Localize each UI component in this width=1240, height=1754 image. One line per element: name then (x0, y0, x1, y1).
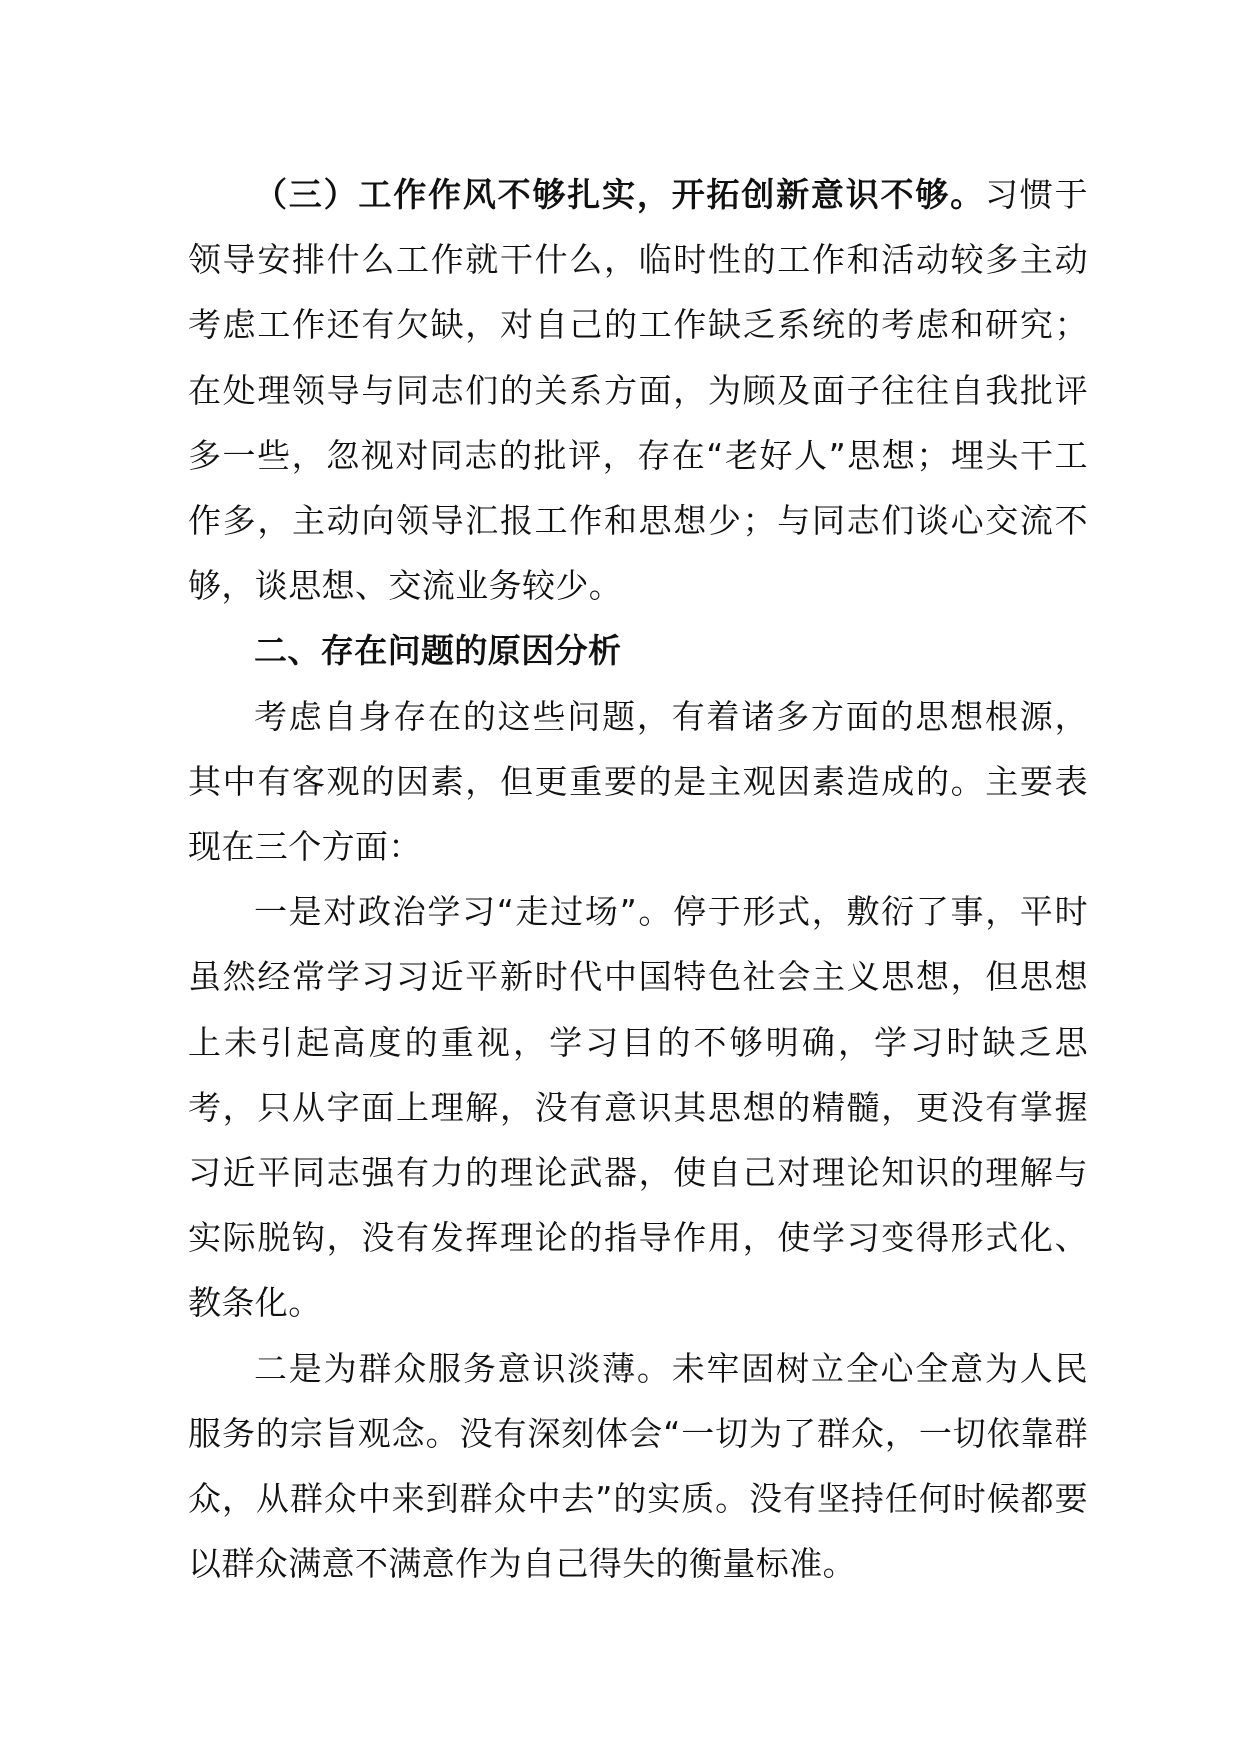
document-body (188, 162, 1088, 1596)
paragraph-reason-2: 二是为群众服务意识淡薄。未牢固树立全心全意为人民服务的宗旨观念。没有深刻体会“一切为了群众，一切依靠群众，从群众中来到群众中去”的实质。没有坚持任何时候都要以群众满意不满意作为自己得失的衡量标准。 (188, 1348, 1088, 1584)
paragraph-work-style (188, 162, 1088, 618)
subheading-work-style: （三）工作作风不够扎实，开拓创新意识不够。 (254, 175, 985, 214)
paragraph-work-style-body: 习惯于领导安排什么工作就干什么，临时性的工作和活动较多主动考虑工作还有欠缺，对自己的工作缺乏系统的考虑和研究；在处理领导与同志们的关系方面，为顾及面子往往自我批评多一些，忽视对同志的批评，存在“老好人”思想；埋头干工作多，主动向领导汇报工作和思想少；与同志们谈心交流不够，谈思想、交流业务较少。 (188, 175, 1089, 606)
section-heading-cause-analysis: 二、存在问题的原因分析 (254, 631, 622, 671)
paragraph-intro: 考虑自身存在的这些问题，有着诸多方面的思想根源，其中有客观的因素，但更重要的是主观因素造成的。主要表现在三个方面： (188, 696, 1088, 867)
paragraph-reason-1: 一是对政治学习“走过场”。停于形式，敷衍了事，平时虽然经常学习习近平新时代中国特色社会主义思想，但思想上未引起高度的重视，学习目的不够明确，学习时缺乏思考，只从字面上理解，没有意识其思想的精髓，更没有掌握习近平同志强有力的理论武器，使自己对理论知识的理解与实际脱钩，没有发挥理论的指导作用，使学习变得形式化、教条化。 (188, 892, 1088, 1323)
